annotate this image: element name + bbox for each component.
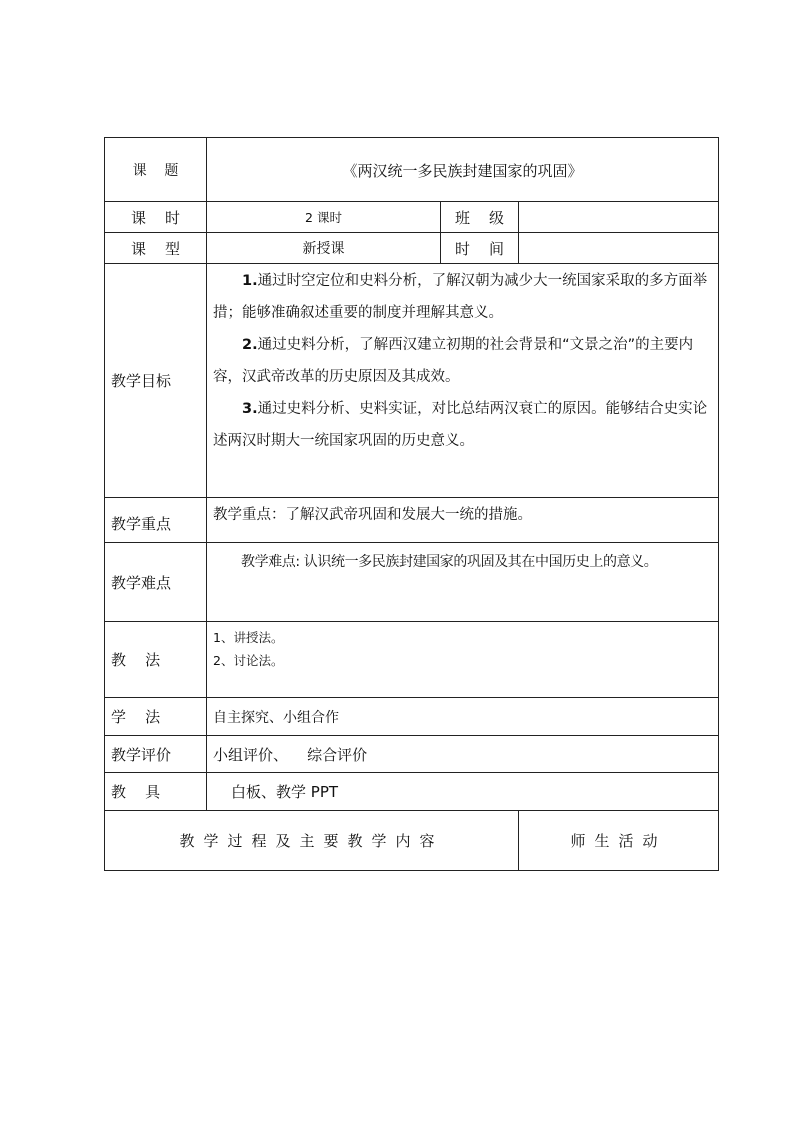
learning-row	[105, 698, 719, 736]
evaluation-row	[105, 736, 719, 773]
class-label: 班 级	[441, 202, 519, 233]
difficulty-label: 教学难点	[105, 543, 207, 622]
methods-label: 教 法	[105, 622, 207, 698]
evaluation-label: 教学评价	[105, 736, 207, 773]
goals-label: 教学目标	[105, 264, 207, 498]
key-point-value: 教学重点：了解汉武帝巩固和发展大一统的措施。	[207, 498, 719, 543]
topic-value: 《两汉统一多民族封建国家的巩固》	[207, 138, 719, 202]
tools-value: 白板、教学 PPT	[207, 773, 719, 811]
type-row	[105, 233, 719, 264]
goal-item: 1.通过时空定位和史料分析，了解汉朝为减少大一统国家采取的多方面举措；能够准确叙述重要的制度并理解其意义。	[213, 273, 708, 321]
goal-item: 3.通过史料分析、史料实证，对比总结两汉衰亡的原因。能够结合史实论述两汉时期大一统国家巩固的历史意义。	[213, 401, 708, 449]
type-value: 新授课	[207, 233, 441, 264]
time-value	[519, 233, 719, 264]
key-point-row	[105, 498, 719, 543]
learning-value: 自主探究、小组合作	[207, 698, 719, 736]
tools-label: 教 具	[105, 773, 207, 811]
topic-row	[105, 138, 719, 202]
methods-row	[105, 622, 719, 698]
difficulty-value: 教学难点: 认识统一多民族封建国家的巩固及其在中国历史上的意义。	[207, 543, 719, 622]
difficulty-row	[105, 543, 719, 622]
topic-label: 课 题	[105, 138, 207, 202]
goals-content	[207, 264, 719, 498]
hours-label: 课 时	[105, 202, 207, 233]
evaluation-value: 小组评价、 综合评价	[207, 736, 719, 773]
time-label: 时 间	[441, 233, 519, 264]
process-header-row	[105, 811, 719, 871]
key-point-label: 教学重点	[105, 498, 207, 543]
hours-row	[105, 202, 719, 233]
type-label: 课 型	[105, 233, 207, 264]
method-item: 1、讲授法。	[213, 630, 284, 645]
learning-label: 学 法	[105, 698, 207, 736]
goal-item: 2.通过史料分析，了解西汉建立初期的社会背景和“文景之治”的主要内容，汉武帝改革的历史原因及其成效。	[213, 337, 694, 385]
class-value	[519, 202, 719, 233]
hours-value: 2 课时	[207, 202, 441, 233]
method-item: 2、讨论法。	[213, 653, 284, 668]
process-side-header: 师生活动	[519, 811, 719, 871]
lesson-plan-table	[104, 137, 719, 871]
goals-row	[105, 264, 719, 498]
methods-list	[207, 622, 719, 698]
process-main-header: 教学过程及主要教学内容	[105, 811, 519, 871]
tools-row	[105, 773, 719, 811]
